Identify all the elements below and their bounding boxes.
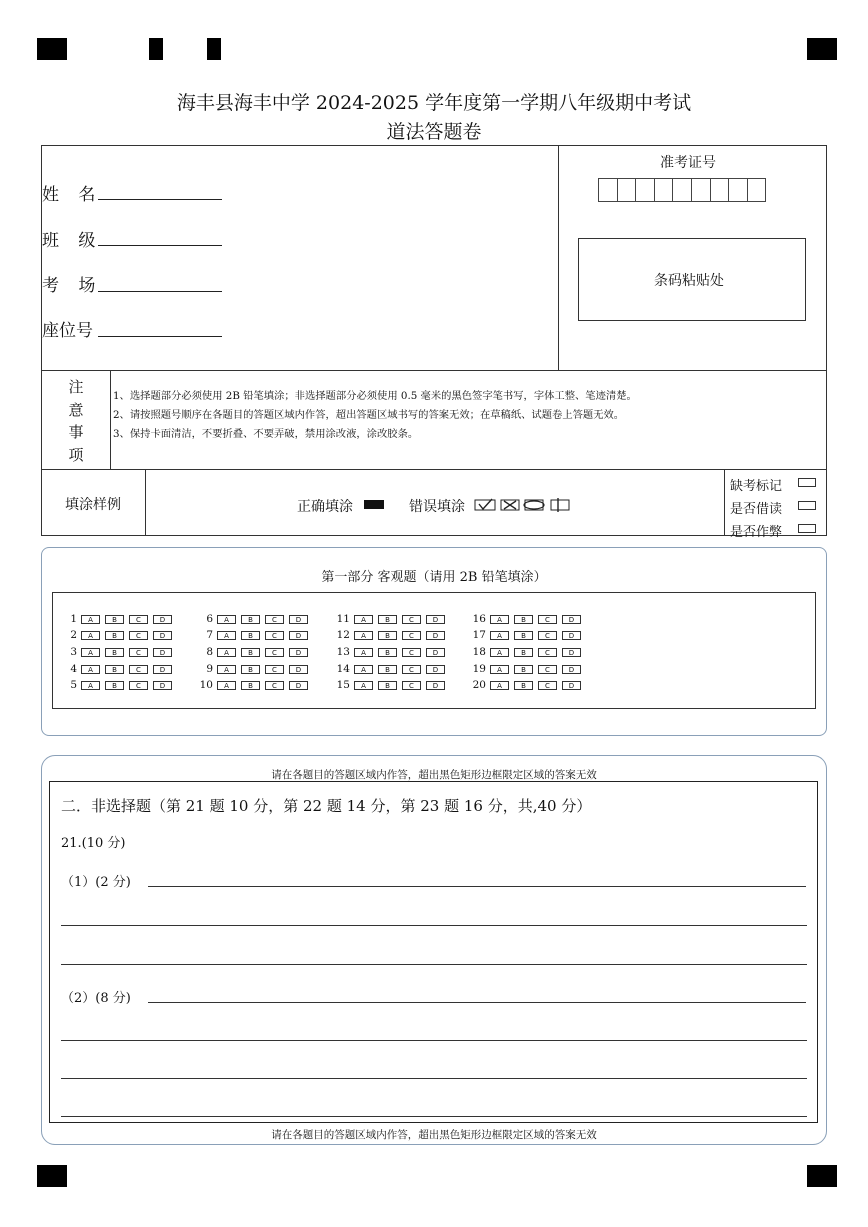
option-bubble-b[interactable]: B	[105, 631, 124, 640]
option-bubble-a[interactable]: A	[217, 631, 236, 640]
option-bubble-a[interactable]: A	[217, 681, 236, 690]
option-bubble-b[interactable]: B	[105, 648, 124, 657]
question-number: 18	[472, 646, 486, 658]
option-bubble-c[interactable]: C	[538, 681, 557, 690]
exam-id-digit-cell[interactable]	[654, 178, 674, 202]
fill-sample-divider-2	[724, 469, 725, 536]
option-bubble-b[interactable]: B	[241, 681, 260, 690]
option-bubble-c[interactable]: C	[129, 631, 148, 640]
option-bubble-a[interactable]: A	[81, 648, 100, 657]
notice-heading-char: 注	[68, 378, 84, 396]
question-row	[191, 628, 313, 642]
option-bubble-a[interactable]: A	[217, 648, 236, 657]
option-bubble-d[interactable]: D	[426, 681, 445, 690]
room-field[interactable]	[98, 291, 222, 292]
option-bubble-c[interactable]: C	[538, 665, 557, 674]
question-row	[328, 678, 450, 692]
objective-title: 第一部分 客观题（请用 2B 铅笔填涂）	[321, 570, 547, 585]
question-number: 13	[336, 646, 350, 658]
question-number: 3	[70, 646, 77, 658]
option-bubble-d[interactable]: D	[153, 665, 172, 674]
option-bubble-c[interactable]: C	[265, 665, 284, 674]
question-number: 5	[70, 679, 77, 691]
option-bubble-a[interactable]: A	[354, 615, 373, 624]
option-bubble-a[interactable]: A	[81, 631, 100, 640]
question-number: 2	[70, 629, 77, 641]
registration-mark-top-left	[37, 38, 67, 60]
seat-label: 座位号	[42, 321, 93, 341]
exam-id-label: 准考证号	[660, 155, 716, 171]
option-bubble-d[interactable]: D	[153, 681, 172, 690]
registration-mark-top-2	[149, 38, 163, 60]
question-row	[55, 662, 177, 676]
exam-id-digit-cell[interactable]	[710, 178, 730, 202]
option-bubble-d[interactable]: D	[289, 681, 308, 690]
question-row	[191, 662, 313, 676]
option-bubble-a[interactable]: A	[490, 631, 509, 640]
notice-item-3: 3、保持卡面清洁，不要折叠、不要弄破，禁用涂改液，涂改胶条。	[113, 428, 419, 440]
option-bubble-a[interactable]: A	[81, 665, 100, 674]
option-bubble-d[interactable]: D	[562, 631, 581, 640]
option-bubble-a[interactable]: A	[354, 681, 373, 690]
registration-mark-bottom-right	[807, 1165, 837, 1187]
option-bubble-d[interactable]: D	[289, 648, 308, 657]
option-bubble-b[interactable]: B	[378, 648, 397, 657]
question-21-label: 21.(10 分)	[61, 836, 126, 851]
room-label: 考 场	[42, 276, 96, 296]
option-bubble-b[interactable]: B	[378, 631, 397, 640]
page-subtitle: 道法答题卷	[386, 121, 482, 143]
question-row	[464, 662, 586, 676]
name-field[interactable]	[98, 199, 222, 200]
option-bubble-b[interactable]: B	[514, 681, 533, 690]
question-number: 10	[199, 679, 213, 691]
option-bubble-d[interactable]: D	[426, 615, 445, 624]
question-row	[55, 678, 177, 692]
option-bubble-c[interactable]: C	[538, 615, 557, 624]
question-21-part-2-label: （2）(8 分)	[61, 991, 131, 1006]
option-bubble-d[interactable]: D	[289, 615, 308, 624]
option-bubble-b[interactable]: B	[514, 631, 533, 640]
question-row	[328, 645, 450, 659]
answer-line[interactable]	[61, 1040, 807, 1041]
question-number: 16	[472, 613, 486, 625]
exam-id-cells[interactable]	[599, 178, 766, 202]
wrong-fill-examples-icon	[474, 498, 570, 512]
fill-sample-divider-1	[145, 469, 146, 536]
option-bubble-b[interactable]: B	[105, 615, 124, 624]
seat-field[interactable]	[98, 336, 222, 337]
registration-mark-top-3	[207, 38, 221, 60]
answer-line[interactable]	[61, 925, 807, 926]
answer-line[interactable]	[61, 1078, 807, 1079]
correct-fill-label: 正确填涂	[297, 499, 353, 515]
option-bubble-c[interactable]: C	[129, 665, 148, 674]
option-bubble-a[interactable]: A	[490, 681, 509, 690]
question-row	[55, 612, 177, 626]
question-number: 6	[206, 613, 213, 625]
page-title: 海丰县海丰中学 2024-2025 学年度第一学期八年级期中考试	[176, 92, 692, 114]
option-bubble-d[interactable]: D	[562, 681, 581, 690]
question-row	[464, 612, 586, 626]
option-bubble-b[interactable]: B	[514, 665, 533, 674]
question-row	[191, 645, 313, 659]
option-bubble-c[interactable]: C	[402, 665, 421, 674]
class-field[interactable]	[98, 245, 222, 246]
boundary-notice-bottom: 请在各题目的答题区域内作答，超出黑色矩形边框限定区域的答案无效	[271, 1129, 597, 1141]
question-row	[328, 662, 450, 676]
answer-line[interactable]	[61, 1116, 807, 1117]
option-bubble-a[interactable]: A	[490, 665, 509, 674]
option-bubble-d[interactable]: D	[153, 631, 172, 640]
option-bubble-c[interactable]: C	[402, 681, 421, 690]
question-row	[464, 645, 586, 659]
question-number: 8	[206, 646, 213, 658]
option-bubble-a[interactable]: A	[81, 681, 100, 690]
option-bubble-b[interactable]: B	[241, 665, 260, 674]
option-bubble-b[interactable]: B	[105, 665, 124, 674]
notice-heading-char: 意	[68, 400, 84, 419]
option-bubble-d[interactable]: D	[562, 665, 581, 674]
option-bubble-a[interactable]: A	[81, 615, 100, 624]
absent-flag-label: 缺考标记	[730, 479, 783, 494]
answer-line[interactable]	[148, 1002, 806, 1003]
exam-id-digit-cell[interactable]	[691, 178, 711, 202]
question-number: 17	[472, 629, 486, 641]
answer-line[interactable]	[61, 964, 807, 965]
question-number: 20	[472, 679, 486, 691]
exam-id-digit-cell[interactable]	[598, 178, 618, 202]
option-bubble-a[interactable]: A	[217, 615, 236, 624]
option-bubble-c[interactable]: C	[265, 631, 284, 640]
option-bubble-b[interactable]: B	[378, 615, 397, 624]
question-row	[55, 645, 177, 659]
option-bubble-d[interactable]: D	[289, 631, 308, 640]
option-bubble-d[interactable]: D	[153, 615, 172, 624]
question-number: 12	[336, 629, 350, 641]
option-bubble-d[interactable]: D	[426, 665, 445, 674]
option-bubble-a[interactable]: A	[354, 665, 373, 674]
option-bubble-c[interactable]: C	[265, 681, 284, 690]
option-bubble-d[interactable]: D	[562, 615, 581, 624]
exam-id-digit-cell[interactable]	[747, 178, 767, 202]
question-row	[464, 678, 586, 692]
registration-mark-top-right	[807, 38, 837, 60]
option-bubble-c[interactable]: C	[129, 615, 148, 624]
question-number: 9	[206, 663, 213, 675]
option-bubble-d[interactable]: D	[153, 648, 172, 657]
info-divider	[558, 145, 559, 371]
correct-fill-example	[364, 500, 384, 509]
cheat-flag-label: 是否作弊	[730, 525, 783, 540]
subjective-heading: 二．非选择题（第 21 题 10 分，第 22 题 14 分，第 23 题 16 分，共,40 分）	[61, 797, 592, 815]
boundary-notice-top: 请在各题目的答题区域内作答，超出黑色矩形边框限定区域的答案无效	[271, 769, 597, 781]
option-bubble-a[interactable]: A	[354, 631, 373, 640]
option-bubble-b[interactable]: B	[241, 648, 260, 657]
notice-divider	[110, 370, 111, 470]
question-row	[191, 678, 313, 692]
option-bubble-b[interactable]: B	[105, 681, 124, 690]
question-21-part-1-label: （1）(2 分)	[61, 875, 131, 890]
question-row	[191, 612, 313, 626]
question-number: 19	[472, 663, 486, 675]
option-bubble-c[interactable]: C	[402, 615, 421, 624]
option-bubble-b[interactable]: B	[378, 665, 397, 674]
transfer-flag-box[interactable]	[798, 501, 816, 510]
option-bubble-c[interactable]: C	[402, 648, 421, 657]
option-bubble-c[interactable]: C	[265, 615, 284, 624]
transfer-flag-label: 是否借读	[730, 502, 783, 517]
exam-id-digit-cell[interactable]	[617, 178, 637, 202]
option-bubble-d[interactable]: D	[426, 631, 445, 640]
exam-id-digit-cell[interactable]	[635, 178, 655, 202]
question-number: 14	[336, 663, 350, 675]
question-number: 1	[70, 613, 77, 625]
option-bubble-b[interactable]: B	[241, 615, 260, 624]
option-bubble-b[interactable]: B	[514, 648, 533, 657]
exam-id-digit-cell[interactable]	[672, 178, 692, 202]
question-row	[55, 628, 177, 642]
answer-line[interactable]	[148, 886, 806, 887]
option-bubble-c[interactable]: C	[402, 631, 421, 640]
name-label: 姓 名	[42, 185, 96, 205]
fill-sample-label: 填涂样例	[65, 497, 121, 513]
class-label: 班 级	[42, 231, 96, 251]
registration-mark-bottom-left	[37, 1165, 67, 1187]
notice-heading-char: 事	[68, 423, 84, 441]
barcode-label: 条码粘贴处	[654, 273, 724, 289]
question-number: 7	[206, 629, 213, 641]
option-bubble-a[interactable]: A	[354, 648, 373, 657]
notice-heading	[42, 376, 110, 466]
option-bubble-c[interactable]: C	[538, 648, 557, 657]
notice-heading-char: 项	[68, 445, 84, 464]
notice-item-1: 1、选择题部分必须使用 2B 铅笔填涂；非选择题部分必须使用 0.5 毫米的黑色签字笔书写，字体工整、笔迹清楚。	[113, 390, 637, 402]
question-number: 15	[336, 679, 350, 691]
option-bubble-b[interactable]: B	[241, 631, 260, 640]
question-row	[328, 612, 450, 626]
wrong-fill-label: 错误填涂	[409, 499, 465, 515]
question-number: 4	[70, 663, 77, 675]
notice-item-2: 2、请按照题号顺序在各题目的答题区域内作答，超出答题区域书写的答案无效；在草稿纸、试题卷上答题无效。	[113, 409, 625, 421]
option-bubble-d[interactable]: D	[289, 665, 308, 674]
exam-id-digit-cell[interactable]	[728, 178, 748, 202]
cheat-flag-box[interactable]	[798, 524, 816, 533]
option-bubble-d[interactable]: D	[426, 648, 445, 657]
option-bubble-c[interactable]: C	[129, 681, 148, 690]
question-row	[328, 628, 450, 642]
option-bubble-c[interactable]: C	[538, 631, 557, 640]
absent-flag-box[interactable]	[798, 478, 816, 487]
question-number: 11	[336, 613, 350, 625]
option-bubble-a[interactable]: A	[217, 665, 236, 674]
option-bubble-a[interactable]: A	[490, 615, 509, 624]
subjective-answer-area	[49, 781, 818, 1123]
option-bubble-d[interactable]: D	[562, 648, 581, 657]
option-bubble-c[interactable]: C	[129, 648, 148, 657]
option-bubble-c[interactable]: C	[265, 648, 284, 657]
option-bubble-b[interactable]: B	[378, 681, 397, 690]
question-row	[464, 628, 586, 642]
option-bubble-a[interactable]: A	[490, 648, 509, 657]
option-bubble-b[interactable]: B	[514, 615, 533, 624]
